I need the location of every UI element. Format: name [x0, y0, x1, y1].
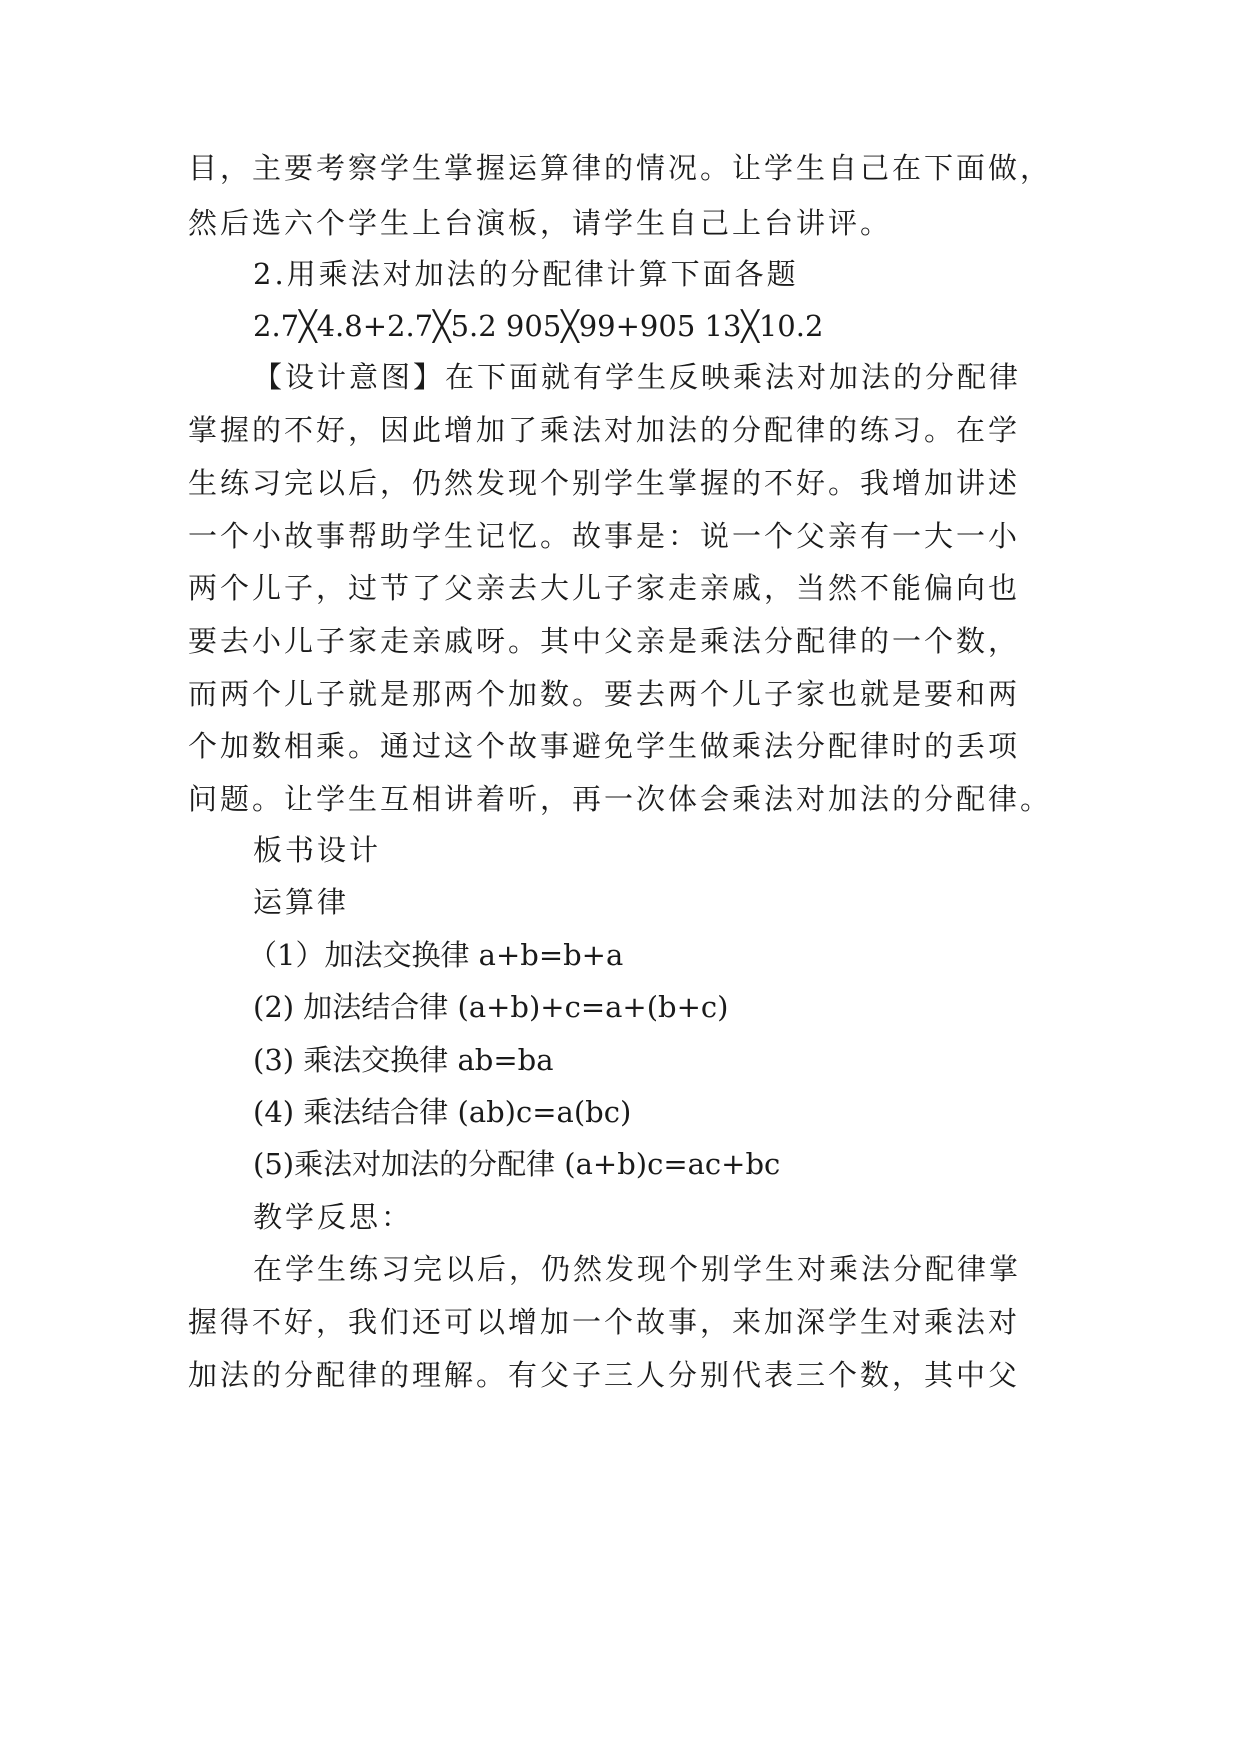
design-intent-line-4: 一个小故事帮助学生记忆。故事是：说一个父亲有一大一小	[188, 519, 1021, 553]
design-intent-line-6: 要去小儿子家走亲戚呀。其中父亲是乘法分配律的一个数，	[188, 624, 1021, 658]
exercise-heading: 2.用乘法对加法的分配律计算下面各题	[253, 257, 799, 291]
reflection-line-1: 在学生练习完以后，仍然发现个别学生对乘法分配律掌	[253, 1252, 1022, 1286]
design-intent-line-2: 掌握的不好，因此增加了乘法对加法的分配律的练习。在学	[188, 413, 1021, 447]
design-intent-line-9: 问题。让学生互相讲着听，再一次体会乘法对加法的分配律。	[188, 782, 1053, 816]
law-item-3: (3) 乘法交换律 ab=ba	[253, 1043, 554, 1077]
law-item-5: (5)乘法对加法的分配律 (a+b)c=ac+bc	[253, 1147, 781, 1181]
reflection-line-3: 加法的分配律的理解。有父子三人分别代表三个数，其中父	[188, 1358, 1021, 1392]
reflection-line-2: 握得不好，我们还可以增加一个故事，来加深学生对乘法对	[188, 1305, 1021, 1339]
reflection-heading: 教学反思：	[253, 1200, 414, 1234]
law-item-4: (4) 乘法结合律 (ab)c=a(bc)	[253, 1095, 632, 1129]
paragraph-line-1: 目，主要考察学生掌握运算律的情况。让学生自己在下面做，	[188, 151, 1053, 185]
design-intent-line-5: 两个儿子，过节了父亲去大儿子家走亲戚，当然不能偏向也	[188, 571, 1021, 605]
design-intent-line-3: 生练习完以后，仍然发现个别学生掌握的不好。我增加讲述	[188, 466, 1021, 500]
design-intent-line-1: 【设计意图】在下面就有学生反映乘法对加法的分配律	[253, 360, 1022, 394]
exercise-problems: 2.7╳4.8+2.7╳5.2 905╳99+905 13╳10.2	[253, 309, 824, 343]
law-item-1: （1）加法交换律 a+b=b+a	[248, 938, 624, 972]
paragraph-line-2: 然后选六个学生上台演板，请学生自己上台讲评。	[188, 206, 893, 240]
board-design-heading: 板书设计	[253, 833, 382, 867]
design-intent-line-8: 个加数相乘。通过这个故事避免学生做乘法分配律时的丢项	[188, 729, 1021, 763]
laws-heading: 运算律	[253, 885, 350, 919]
law-item-2: (2) 加法结合律 (a+b)+c=a+(b+c)	[253, 990, 729, 1024]
design-intent-line-7: 而两个儿子就是那两个加数。要去两个儿子家也就是要和两	[188, 677, 1021, 711]
